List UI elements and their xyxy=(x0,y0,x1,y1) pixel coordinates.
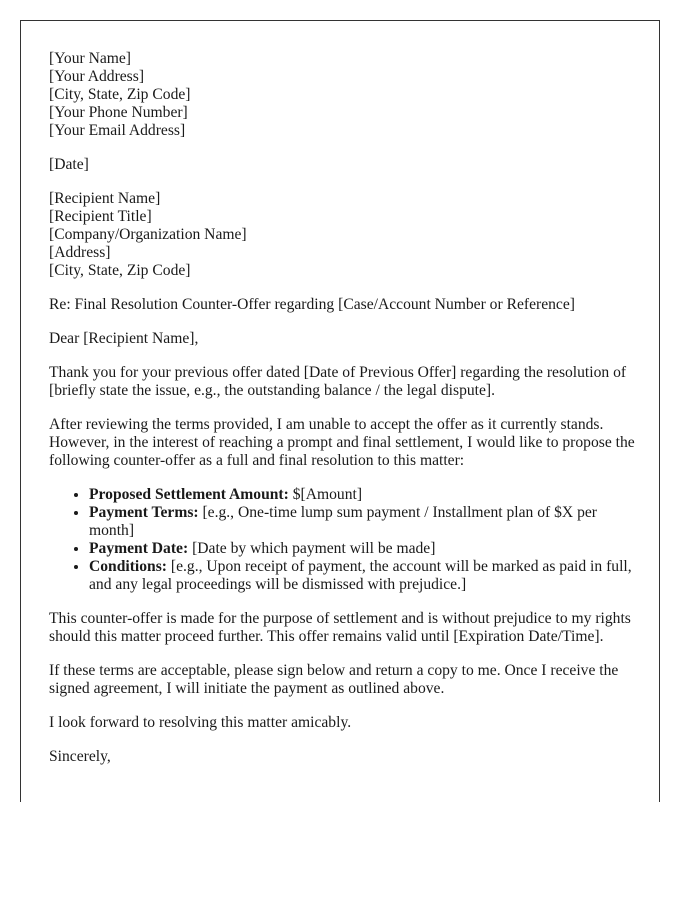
term-settlement-amount xyxy=(89,486,639,504)
letter-page xyxy=(20,20,660,802)
paragraph-acceptance: If these terms are acceptable, please sign below and return a copy to me. Once I receive the signed agreement, I will initiate the payment as outlined above. xyxy=(49,662,619,697)
term-label: Payment Date: xyxy=(89,540,189,557)
recipient-address: [Address] xyxy=(49,244,111,261)
subject-line: Re: Final Resolution Counter-Offer regarding [Case/Account Number or Reference] xyxy=(49,296,575,313)
term-value: $[Amount] xyxy=(288,486,363,503)
paragraph-previous-offer: Thank you for your previous offer dated [Date of Previous Offer] regarding the resolution of [briefly state the issue, e.g., the outstanding balance / the legal dispute]. xyxy=(49,364,627,399)
term-label: Proposed Settlement Amount: xyxy=(89,486,289,503)
paragraph-without-prejudice: This counter-offer is made for the purpose of settlement and is without prejudice to my rights should this matter proceed further. This offer remains valid until [Expiration Date/Time]. xyxy=(49,610,631,645)
recipient-title: [Recipient Title] xyxy=(49,208,152,225)
term-value: [e.g., One-time lump sum payment / Installment plan of $X per month] xyxy=(89,504,597,539)
term-value: [Date by which payment will be made] xyxy=(188,540,436,557)
recipient-name: [Recipient Name] xyxy=(49,190,161,207)
recipient-block xyxy=(49,190,639,280)
recipient-city-state-zip: [City, State, Zip Code] xyxy=(49,262,191,279)
paragraph-counter-offer-intro: After reviewing the terms provided, I am unable to accept the offer as it currently stands. However, in the interest of reaching a prompt and final settlement, I would like to propose the following counter-offer as a full and final resolution to this matter: xyxy=(49,416,635,469)
terms-list xyxy=(49,486,639,594)
letter-content xyxy=(49,50,639,782)
sender-name: [Your Name] xyxy=(49,50,132,67)
recipient-company: [Company/Organization Name] xyxy=(49,226,247,243)
letter-date: [Date] xyxy=(49,156,89,173)
sender-phone: [Your Phone Number] xyxy=(49,104,188,121)
term-conditions xyxy=(89,558,639,594)
term-label: Payment Terms: xyxy=(89,504,199,521)
sender-address: [Your Address] xyxy=(49,68,145,85)
date-block xyxy=(49,156,639,174)
term-payment-date xyxy=(89,540,639,558)
sender-block xyxy=(49,50,639,140)
salutation: Dear [Recipient Name], xyxy=(49,330,199,347)
term-payment-terms xyxy=(89,504,639,540)
closing: Sincerely, xyxy=(49,748,111,765)
sender-city-state-zip: [City, State, Zip Code] xyxy=(49,86,191,103)
term-value: [e.g., Upon receipt of payment, the account will be marked as paid in full, and any legal proceedings will be dismissed with prejudice.] xyxy=(89,558,632,593)
term-label: Conditions: xyxy=(89,558,167,575)
paragraph-closing-remark: I look forward to resolving this matter amicably. xyxy=(49,714,352,731)
sender-email: [Your Email Address] xyxy=(49,122,186,139)
